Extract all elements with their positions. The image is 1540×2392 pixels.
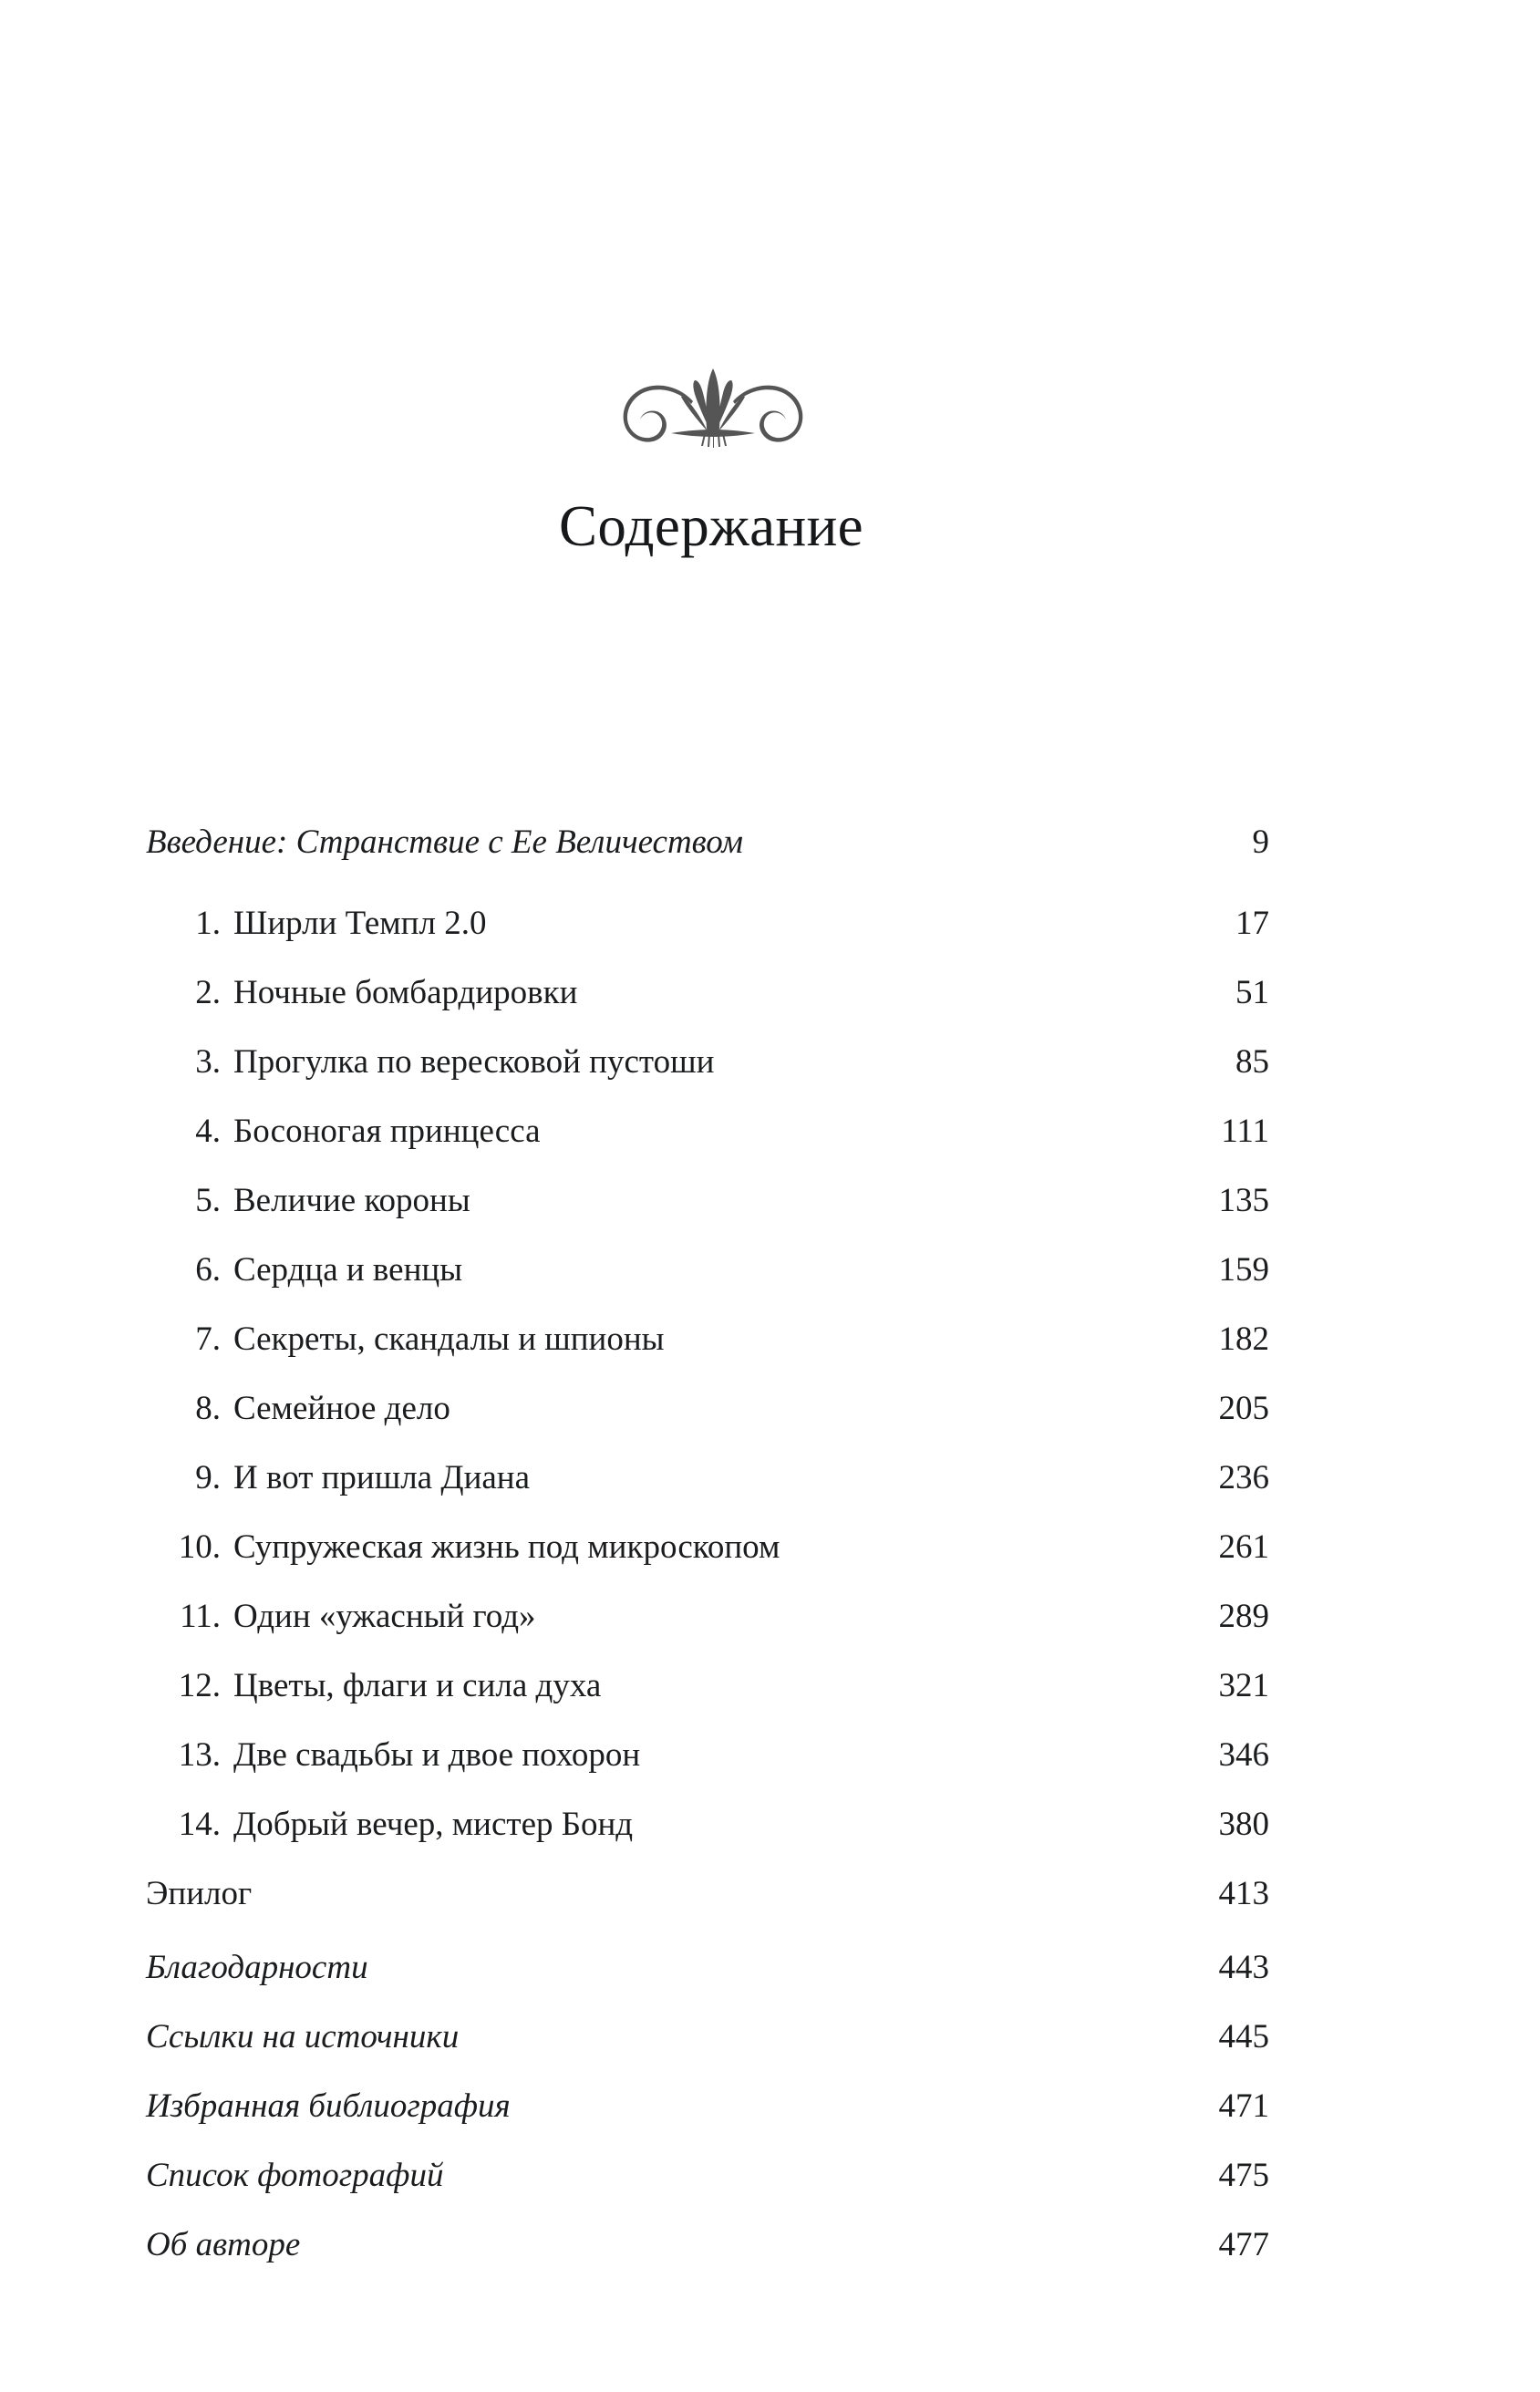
toc-entry-chapter-14[interactable] xyxy=(146,1807,1269,1841)
spacer xyxy=(146,2192,1269,2228)
toc-entry-chapter-1[interactable] xyxy=(146,906,1269,940)
toc-entry-label xyxy=(146,1530,1182,1564)
toc-entry-label xyxy=(146,1114,1182,1148)
toc-entry-chapter-4[interactable] xyxy=(146,1114,1269,1148)
toc-entry-label: Ссылки на источники xyxy=(146,2018,460,2055)
chapter-title: Сердца и венцы xyxy=(233,1251,463,1289)
chapter-title: Цветы, флаги и сила духа xyxy=(233,1667,602,1704)
toc-entry-label xyxy=(146,1738,1182,1772)
spacer xyxy=(146,1495,1269,1530)
toc-entry-label xyxy=(146,1045,1182,1079)
spacer xyxy=(146,1010,1269,1045)
toc-entry-label xyxy=(146,1392,1182,1425)
spacer xyxy=(146,1148,1269,1184)
toc-entry-epilogue[interactable] xyxy=(146,1877,1269,1910)
toc-entry-acknowledgements[interactable] xyxy=(146,1951,1269,1984)
toc-entry-label: Эпилог xyxy=(146,1875,253,1912)
toc-entry-page-number: 477 xyxy=(1218,2226,1269,2263)
toc-entry-label: Благодарности xyxy=(146,1949,368,1986)
toc-entry-bibliography[interactable] xyxy=(146,2089,1269,2123)
toc-entry-chapter-12[interactable] xyxy=(146,1669,1269,1703)
toc-entry-page-number: 471 xyxy=(1218,2087,1269,2125)
chapter-title: И вот пришла Диана xyxy=(233,1459,531,1496)
toc-entry-chapter-6[interactable] xyxy=(146,1253,1269,1287)
spacer xyxy=(146,1217,1269,1253)
toc-entry-page-number: 111 xyxy=(1221,1113,1269,1150)
spacer xyxy=(146,1772,1269,1807)
spacer xyxy=(146,1841,1269,1877)
chapter-title: Ночные бомбардировки xyxy=(233,974,578,1011)
toc-entry-label xyxy=(146,1807,1182,1841)
toc-entry-label xyxy=(146,1461,1182,1495)
chapter-title: Прогулка по вересковой пустоши xyxy=(233,1043,715,1081)
toc-entry-label xyxy=(146,906,1182,940)
toc-entry-photo-list[interactable] xyxy=(146,2159,1269,2192)
spacer xyxy=(146,1079,1269,1114)
page-title: Содержание xyxy=(558,494,864,558)
table-of-contents xyxy=(146,825,1269,2262)
toc-entry-sources[interactable] xyxy=(146,2020,1269,2054)
chapter-title: Один «ужасный год» xyxy=(233,1598,536,1635)
spacer xyxy=(146,859,1269,906)
toc-entry-page-number: 445 xyxy=(1218,2018,1269,2055)
toc-entry-page-number: 380 xyxy=(1218,1806,1269,1843)
toc-entry-label xyxy=(146,1184,1182,1217)
spacer xyxy=(146,1287,1269,1322)
chapter-title: Секреты, скандалы и шпионы xyxy=(233,1320,665,1358)
toc-entry-chapter-10[interactable] xyxy=(146,1530,1269,1564)
toc-entry-page-number: 85 xyxy=(1235,1043,1269,1081)
toc-entry-page-number: 135 xyxy=(1218,1182,1269,1219)
toc-entry-page-number: 321 xyxy=(1218,1667,1269,1704)
chapter-number: 1. xyxy=(195,905,221,942)
chapter-title: Ширли Темпл 2.0 xyxy=(233,905,487,942)
chapter-title: Семейное дело xyxy=(233,1390,450,1427)
spacer xyxy=(146,1564,1269,1600)
toc-entry-chapter-11[interactable] xyxy=(146,1600,1269,1633)
chapter-number: 3. xyxy=(195,1043,221,1081)
chapter-number: 11. xyxy=(180,1598,221,1635)
toc-entry-label xyxy=(146,1322,1182,1356)
toc-entry-label: Об авторе xyxy=(146,2226,301,2263)
toc-entry-chapter-3[interactable] xyxy=(146,1045,1269,1079)
toc-entry-page-number: 413 xyxy=(1218,1875,1269,1912)
spacer xyxy=(146,940,1269,976)
spacer xyxy=(146,2123,1269,2159)
toc-entry-page-number: 475 xyxy=(1218,2157,1269,2194)
spacer xyxy=(146,1356,1269,1392)
spacer xyxy=(146,1984,1269,2020)
toc-entry-chapter-9[interactable] xyxy=(146,1461,1269,1495)
toc-entry-page-number: 443 xyxy=(1218,1949,1269,1986)
toc-entry-page-number: 159 xyxy=(1218,1251,1269,1289)
toc-entry-chapter-7[interactable] xyxy=(146,1322,1269,1356)
toc-entry-page-number: 182 xyxy=(1218,1320,1269,1358)
ornament-container xyxy=(0,361,1425,449)
toc-entry-label: Введение: Странствие с Ее Величеством xyxy=(146,823,743,861)
toc-entry-introduction[interactable] xyxy=(146,825,1269,859)
chapter-number: 9. xyxy=(195,1459,221,1496)
toc-entry-label: Избранная библиография xyxy=(146,2087,511,2125)
toc-entry-chapter-8[interactable] xyxy=(146,1392,1269,1425)
chapter-number: 4. xyxy=(195,1113,221,1150)
toc-entry-page-number: 261 xyxy=(1218,1528,1269,1566)
spacer xyxy=(146,1910,1269,1951)
chapter-number: 5. xyxy=(195,1182,221,1219)
spacer xyxy=(146,1425,1269,1461)
toc-entry-label: Список фотографий xyxy=(146,2157,444,2194)
chapter-number: 13. xyxy=(178,1736,221,1774)
toc-entry-chapter-5[interactable] xyxy=(146,1184,1269,1217)
spacer xyxy=(146,1703,1269,1738)
spacer xyxy=(146,1633,1269,1669)
chapter-title: Босоногая принцесса xyxy=(233,1113,541,1150)
page-title-container xyxy=(0,494,1422,559)
toc-entry-label xyxy=(146,1253,1182,1287)
chapter-number: 10. xyxy=(178,1528,221,1566)
toc-entry-chapter-2[interactable] xyxy=(146,976,1269,1010)
spacer xyxy=(146,2054,1269,2089)
toc-entry-label xyxy=(146,1600,1182,1633)
toc-entry-about-author[interactable] xyxy=(146,2228,1269,2262)
chapter-title: Добрый вечер, мистер Бонд xyxy=(233,1806,634,1843)
chapter-title: Супружеская жизнь под микроскопом xyxy=(233,1528,780,1566)
chapter-number: 7. xyxy=(195,1320,221,1358)
toc-entry-page-number: 17 xyxy=(1235,905,1269,942)
chapter-number: 2. xyxy=(195,974,221,1011)
chapter-number: 6. xyxy=(195,1251,221,1289)
toc-entry-page-number: 9 xyxy=(1252,823,1269,861)
chapter-number: 8. xyxy=(195,1390,221,1427)
toc-entry-page-number: 289 xyxy=(1218,1598,1269,1635)
toc-entry-page-number: 51 xyxy=(1235,974,1269,1011)
chapter-title: Величие короны xyxy=(233,1182,470,1219)
toc-entry-chapter-13[interactable] xyxy=(146,1738,1269,1772)
chapter-number: 12. xyxy=(178,1667,221,1704)
chapter-title: Две свадьбы и двое похорон xyxy=(233,1736,641,1774)
toc-entry-page-number: 346 xyxy=(1218,1736,1269,1774)
toc-entry-label xyxy=(146,1669,1182,1703)
toc-entry-page-number: 205 xyxy=(1218,1390,1269,1427)
toc-entry-page-number: 236 xyxy=(1218,1459,1269,1496)
chapter-number: 14. xyxy=(178,1806,221,1843)
decorative-flourish-icon xyxy=(609,361,817,449)
toc-entry-label xyxy=(146,976,1182,1010)
